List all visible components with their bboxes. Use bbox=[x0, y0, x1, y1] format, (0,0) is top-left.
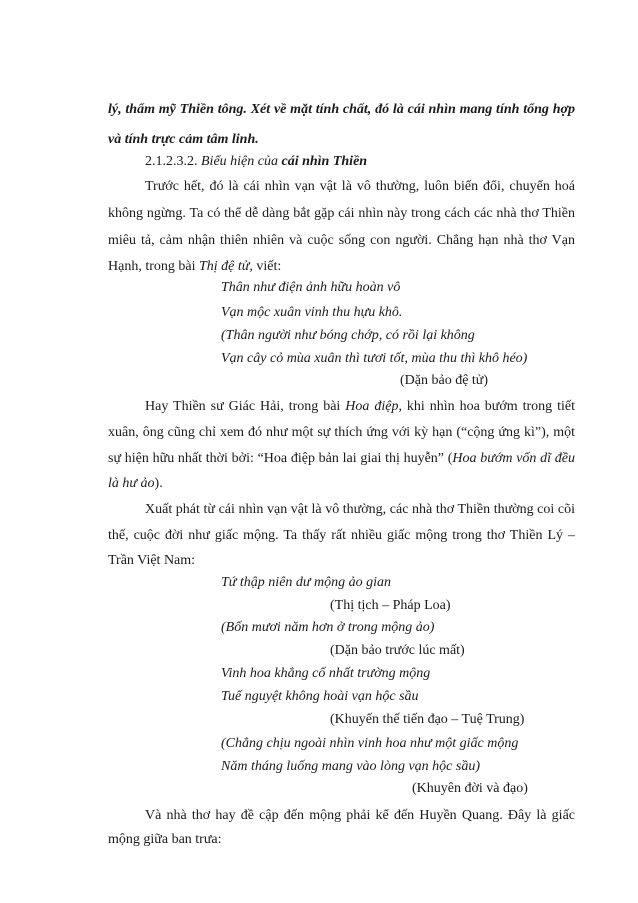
paragraph-line bbox=[108, 475, 163, 493]
text-run: Hạnh, trong bài bbox=[108, 259, 196, 274]
poem-source: (Khuyên đời và đạo) bbox=[412, 781, 528, 796]
text-run: sự hiện hữu nhất thời bởi: “Hoa điệp bản lai giai thị huyễn” ( bbox=[108, 451, 453, 466]
poem-source: (Dặn bảo trước lúc mất) bbox=[330, 643, 465, 658]
poem-line: Thân như điện ảnh hữu hoàn vô bbox=[221, 280, 401, 295]
poem-line: Năm tháng luống mang vào lòng vạn hộc sầu) bbox=[221, 759, 480, 774]
poem-line: Vạn cây cỏ mùa xuân thì tươi tốt, mùa thu thì khô héo) bbox=[221, 351, 528, 366]
paragraph-line: không ngừng. Ta có thể dễ dàng bắt gặp cái nhìn này trong cách các nhà thơ Thiền bbox=[108, 206, 575, 221]
paragraph-line: Trước hết, đó là cái nhìn vạn vật là vô thường, luôn biến đổi, chuyển hoá bbox=[145, 179, 575, 194]
poem-line: Tuế nguyệt không hoài vạn hộc sầu bbox=[221, 689, 419, 704]
text-run-italic: là hư ảo bbox=[108, 476, 155, 491]
paragraph-line: Trần Việt Nam: bbox=[108, 553, 196, 568]
text-run: ). bbox=[154, 476, 163, 491]
poem-line: (Bốn mươi năm hơn ở trong mộng ảo) bbox=[221, 620, 435, 635]
paragraph-line: miêu tả, cảm nhận thiên nhiên và cuộc sống con người. Chẳng hạn nhà thơ Vạn bbox=[108, 233, 575, 248]
text-run: viết: bbox=[256, 259, 282, 274]
paragraph-line: Và nhà thơ hay đề cập đến mộng phải kể đến Huyền Quang. Đây là giấc bbox=[145, 808, 575, 823]
text-run: Hay Thiền sư Giác Hải, trong bài bbox=[145, 399, 341, 414]
paragraph-line: xuân, ông cũng chỉ xem đó như một sự thích ứng với kỳ hạn (“cộng ứng kì”), một bbox=[108, 425, 575, 440]
paragraph-line: mộng giữa ban trưa: bbox=[108, 832, 222, 847]
poem-title: Thị đệ tử, bbox=[198, 259, 253, 274]
paragraph-line bbox=[108, 258, 281, 276]
poem-title: Hoa điệp bbox=[345, 399, 399, 414]
paragraph-line: Xuất phát từ cái nhìn vạn vật là vô thường, các nhà thơ Thiền thường coi cõi bbox=[145, 502, 575, 517]
paragraph-line: lý, thẩm mỹ Thiền tông. Xét về mặt tính chất, đó là cái nhìn mang tính tổng hợp bbox=[108, 102, 575, 117]
text-run: , khi nhìn hoa bướm trong tiết bbox=[398, 399, 575, 414]
paragraph-line: thế, cuộc đời như giấc mộng. Ta thấy rất nhiều giấc mộng trong thơ Thiền Lý – bbox=[108, 528, 575, 543]
paragraph-line bbox=[145, 398, 575, 416]
poem-line: Tứ thập niên dư mộng ảo gian bbox=[221, 575, 392, 590]
poem-source: (Dặn bảo đệ tử) bbox=[400, 373, 489, 388]
section-heading bbox=[145, 153, 367, 171]
poem-source: (Thị tịch – Pháp Loa) bbox=[330, 598, 451, 613]
poem-line: Vinh hoa khẳng cố nhất trường mộng bbox=[221, 666, 431, 681]
poem-line: (Chẳng chịu ngoài nhìn vinh hoa như một giấc mộng bbox=[221, 736, 519, 751]
section-title-bold: cái nhìn Thiền bbox=[281, 154, 368, 169]
section-number: 2.1.2.3.2. bbox=[145, 154, 198, 169]
text-run-italic: Hoa bướm vốn dĩ đều bbox=[452, 451, 575, 466]
poem-line: (Thân người như bóng chớp, có rồi lại không bbox=[221, 328, 475, 343]
poem-source: (Khuyến thế tiến đạo – Tuệ Trung) bbox=[330, 712, 525, 727]
section-title-italic: Biểu hiện của bbox=[201, 154, 278, 169]
paragraph-line bbox=[108, 450, 575, 468]
paragraph-line: và tính trực cảm tâm linh. bbox=[108, 132, 259, 147]
poem-line: Vạn mộc xuân vinh thu hựu khô. bbox=[221, 305, 403, 320]
